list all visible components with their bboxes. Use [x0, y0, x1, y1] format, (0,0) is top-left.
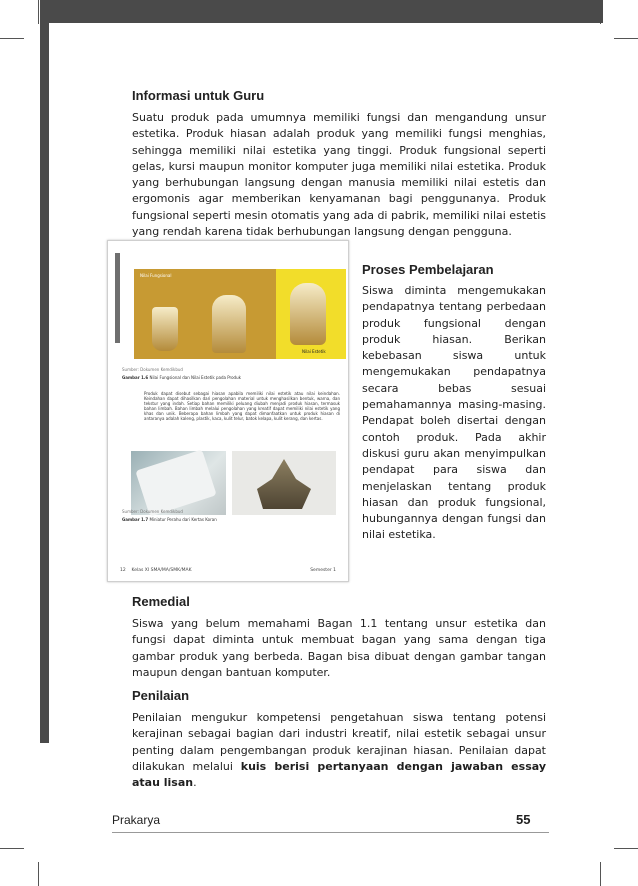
crop-mark [614, 848, 638, 849]
penilaian-text: Penilaian mengukur kompetensi pengetahuan siswa tentang potensi kerajinan sebagai bagian dari industri kreatif, nilai estetik sebagai unsur penting dalam pengembangan produk kerajinan hiasan. Penilaian dapat dilakukan melalui [132, 711, 546, 773]
goblet-image [212, 295, 246, 353]
embedded-semester: Semester 1 [310, 568, 336, 573]
crop-mark [0, 38, 24, 39]
info-section [132, 88, 546, 240]
embedded-class: Kelas XI SMA/MA/SMK/MAK [131, 568, 192, 573]
embedded-footer [120, 568, 336, 573]
info-body: Suatu produk pada umumnya memiliki fungsi dan mengandung unsur estetika. Produk hiasan adalah produk yang memiliki fungsi menghias, sehingga memiliki nilai estetika yang tinggi. Produk fungsional seperti gelas, kursi maupun monitor komputer juga memiliki nilai estetika. Produk yang berhubungan langsung dengan manusia memiliki nilai estetis dan ergomonis agar memberikan kenyamanan bagi penggunanya. Produk fungsional seperti mesin otomatis yang ada di pabrik, memiliki nilai estetis yang rendah karena tidak berhubungan langsung dengan pengguna. [132, 111, 546, 239]
photo-label-right: Nilai Estetik [302, 349, 326, 354]
crop-mark [614, 38, 638, 39]
info-title: Informasi untuk Guru [132, 88, 265, 103]
footer-subject: Prakarya [112, 813, 161, 827]
crop-mark [38, 0, 39, 24]
paper-folding-photo [131, 451, 226, 515]
chandelier-glass-image [290, 283, 326, 345]
caption-2 [122, 517, 217, 522]
caption-1 [122, 375, 241, 380]
page-accent-bar [115, 253, 120, 343]
side-band [40, 23, 49, 743]
proses-section [362, 262, 546, 544]
paper-sheet-image [135, 449, 216, 516]
crop-mark [38, 862, 39, 886]
remedial-section [132, 594, 546, 681]
proses-body: Siswa diminta mengemukakan pendapatnya tentang perbedaan produk fungsional dengan produk hiasan. Berikan kebebasan siswa untuk mengemukakan pendapatnya secara bebas sesuai pemahamannya masing-masing. Pendapat boleh disertai dengan contoh produk. Pada akhir diskusi guru akan menyimpulkan pendapat para siswa dan menjelaskan tentang produk hiasan dan produk fungsional, hubungannya dengan fungsi dan nilai estetika. [362, 284, 546, 542]
proses-title: Proses Pembelajaran [362, 262, 494, 277]
glass-image [152, 307, 178, 351]
header-band [40, 0, 603, 23]
caption-1-prefix: Gambar 1.6 [122, 375, 149, 380]
penilaian-bold-text: kuis berisi pertanyaan dengan jawaban essay atau lisan [132, 759, 546, 790]
penilaian-title: Penilaian [132, 688, 190, 703]
embedded-body: Produk dapat disebut sebagai hiasan apabila memiliki nilai estetik atau nilai keindahan. Keindahan dapat dihasilkan dari pengolahan material untuk menghasilkan bentuk, warna, dan tekstur yang indah. Setiap bahan memiliki peluang diubah menjadi produk hiasan, termasuk bahan limbah. Bahan limbah melalui pengolahan yang kreatif dapat memiliki nilai estetik yang khas dan unik. Beberapa bahan limbah yang dapat dimanfaatkan untuk produk hiasan di antaranya adalah kaleng, plastik, kaca, kulit telur, batok kelapa, kulit kerang, dan kertas. [144, 391, 340, 421]
remedial-title: Remedial [132, 594, 190, 609]
caption-2-text: Miniatur Perahu dari Kertas Koran [149, 517, 217, 522]
ship-miniature-image [254, 459, 314, 509]
caption-2-prefix: Gambar 1.7 [122, 517, 149, 522]
footer-page-number: 55 [516, 812, 531, 827]
penilaian-section [132, 688, 546, 791]
embedded-page-number: 12 [120, 568, 126, 573]
crop-mark [0, 848, 24, 849]
caption-1-text: Nilai Fungsional dan Nilai Estetik pada Produk [149, 375, 241, 380]
footer-rule [112, 832, 549, 833]
source-2: Sumber: Dokumen Kemdikbud [122, 509, 183, 514]
embedded-book-page [107, 240, 349, 582]
crop-mark [600, 862, 601, 886]
remedial-body: Siswa yang belum memahami Bagan 1.1 tentang unsur estetika dan fungsi dapat diminta untuk membuat bagan yang sama dengan tiga gambar produk yang berbeda. Bagan bisa dibuat dengan gambar tangan maupun dengan bantuan komputer. [132, 617, 546, 679]
penilaian-text-end: . [193, 776, 197, 790]
photo-label-left: Nilai Fungsional [140, 273, 172, 278]
penilaian-body [132, 710, 546, 791]
source-1: Sumber: Dokumen Kemdikbud [122, 367, 183, 372]
glass-products-photo [134, 269, 346, 359]
paper-ship-photo [232, 451, 336, 515]
